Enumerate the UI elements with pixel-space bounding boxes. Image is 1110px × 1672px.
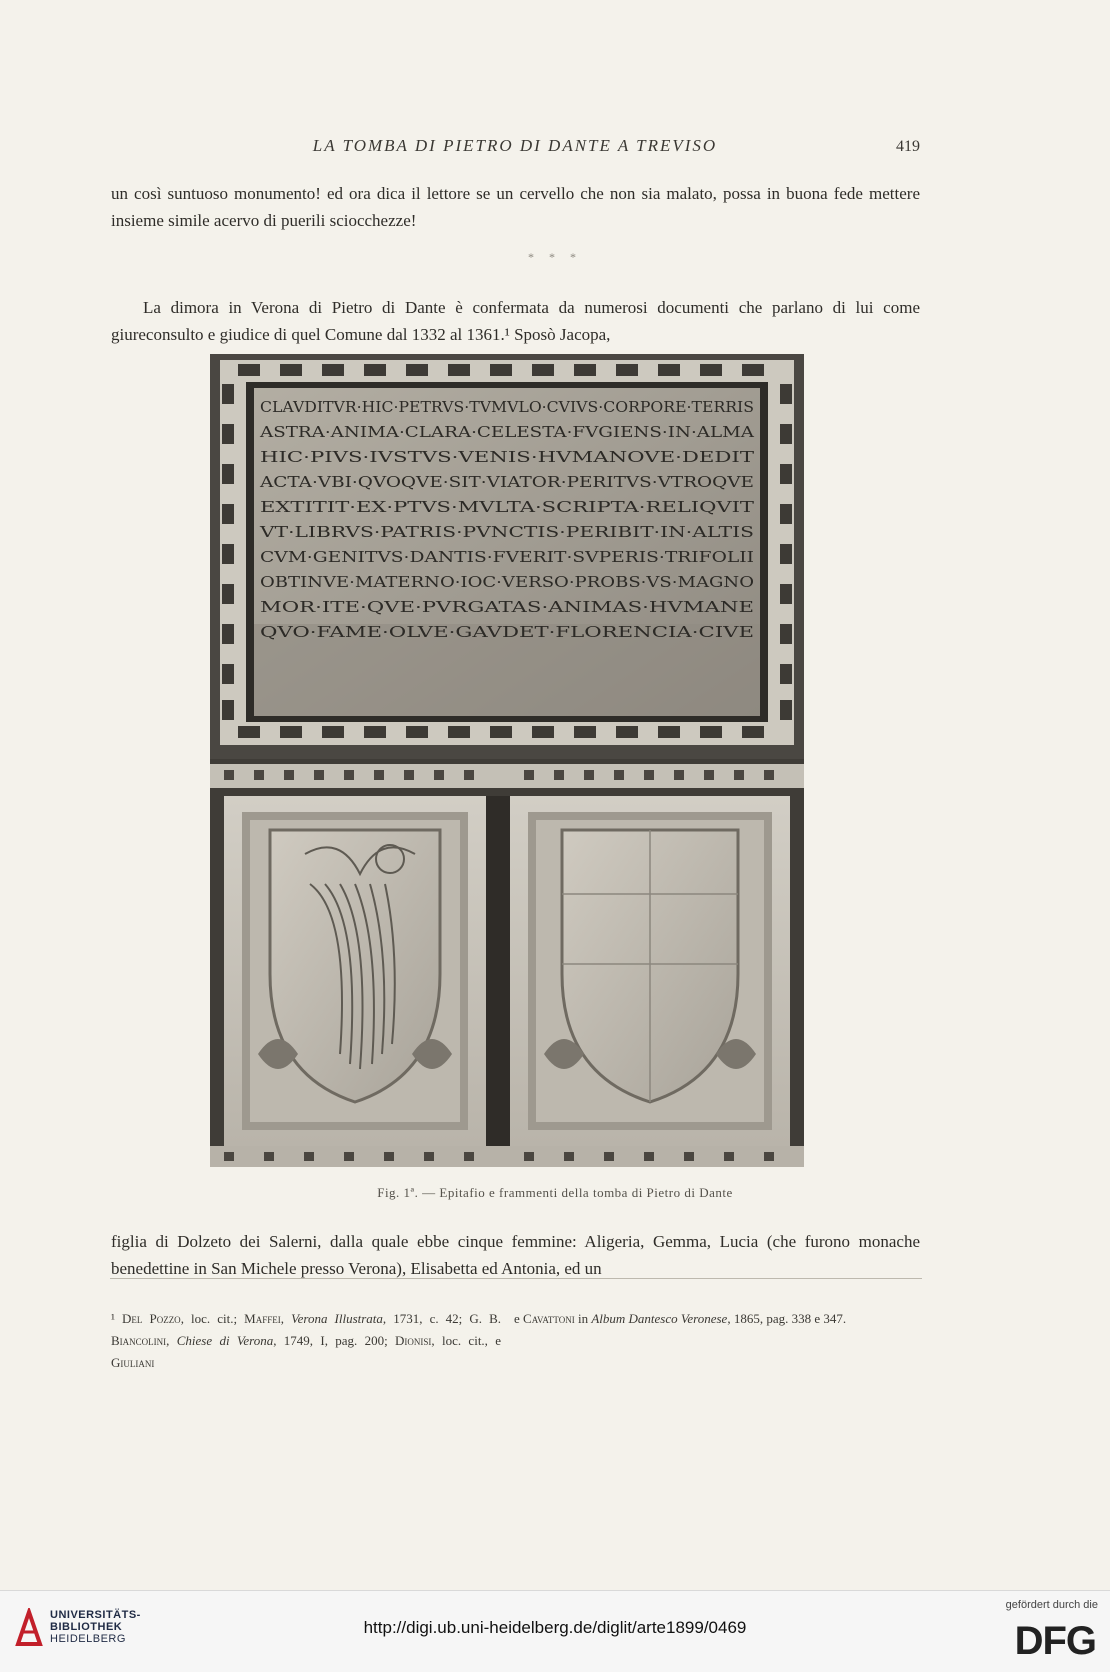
library-name-line-3: HEIDELBERG [50,1633,126,1645]
running-title: LA TOMBA DI PIETRO DI DANTE A TREVISO [312,136,718,155]
running-head [110,136,920,166]
footnote-marker: ¹ [111,1311,115,1326]
inscription-line: ACTA·VBI·QVOQVE·SIT·VIATOR·PERITVS·VTROQVE [258,473,754,491]
library-name-line-2: BIBLIOTHEK [50,1621,123,1633]
page-number: 419 [896,138,920,155]
inscription-line: MOR·ITE·QVE·PVRGATAS·ANIMAS·HVMANE [260,598,754,616]
sponsor-label: gefördert durch die [1005,1599,1098,1611]
footnote-title: Album Dantesco Veronese [591,1311,728,1326]
inscription-line: QVO·FAME·OLVE·GAVDET·FLORENCIA·CIVE [260,623,754,641]
footnote-author: Maffei [244,1311,281,1326]
tomb-photograph [210,354,804,1167]
footnote-author: Dionisi [395,1333,432,1348]
footnote-text: , 1731, c. 42; G. B. [382,1311,502,1326]
dentil-border-right [780,384,792,720]
footnote-text: , loc. cit., e [431,1333,502,1348]
inscription-line: CVM·GENITVS·DANTIS·FVERIT·SVPERIS·TRIFOLII [260,548,755,566]
body-paragraph-2: La dimora in Verona di Pietro di Dante è confermata da numerosi documenti che parlano di lui come giureconsulto e giudice di quel Comune dal 1332 al 1361.¹ Sposò Jacopa, [111,298,920,344]
footnote-text: , [166,1333,177,1348]
footnote-text: in [574,1311,592,1326]
footnote-column-right [514,1308,923,1330]
footnote-title: Verona Illustrata [291,1311,383,1326]
inscription-line: HIC·PIVS·IVSTVS·VENIS·HVMANOVE·DEDIT [260,448,754,466]
eagle-shield [270,830,440,1102]
inscription-line: OBTINVE·MATERNO·IOC·VERSO·PROBS·VS·MAGNO [260,573,754,591]
right-panel [510,796,790,1146]
sarcophagus-cornice [210,764,804,788]
footnote-text: e [514,1311,524,1326]
inscription-line: VT·LIBRVS·PATRIS·PVNCTIS·PERIBIT·IN·ALTIS [258,523,754,541]
permalink-url[interactable]: http://digi.ub.uni-heidelberg.de/diglit/arte1899/0469 [363,1618,747,1637]
footnote-author: Biancolini [111,1333,167,1348]
left-panel [224,796,486,1146]
footnote-author: Giuliani [111,1355,155,1370]
dentil-border-left [222,384,234,720]
section-separator: * * * [528,250,582,264]
footnote-text: , 1865, pag. 338 e 347. [727,1311,847,1326]
body-paragraph-3: figlia di Dolzeto dei Salerni, dalla quale ebbe cinque femmine: Aligeria, Gemma, Lucia (che furono monache benedettine in San Michele presso Verona), Elisabetta ed Antonia, ed un [111,1232,920,1278]
footnote-author: Del Pozzo [122,1311,181,1326]
footnote-text: , [280,1311,292,1326]
footnote-rule [110,1278,922,1279]
footnote-text: , loc. cit.; [180,1311,245,1326]
footnote-column-left [111,1308,501,1374]
viewer-footer [0,1590,1110,1672]
body-paragraph-1: un così suntuoso monumento! ed ora dica il lettore se un cervello che non sia malato, possa in buona fede mettere insieme simile acervo di puerili sciocchezze! [111,184,920,230]
inscription-line: ASTRA·ANIMA·CLARA·CELESTA·FVGIENS·IN·ALMA [258,423,755,441]
tomb-illustration [210,354,804,1167]
figure-caption: Fig. 1ª. — Epitafio e frammenti della tomba di Pietro di Dante [377,1185,733,1200]
footnote-text: , 1749, I, pag. 200; [273,1333,396,1348]
footnote-author: Cavattoni [523,1311,575,1326]
library-name-line-1: UNIVERSITÄTS- [50,1609,141,1621]
inscription-line: CLAVDITVR·HIC·PETRVS·TVMVLO·CVIVS·CORPORE·TERRIS [260,398,754,416]
inscription-line: EXTITIT·EX·PTVS·MVLTA·SCRIPTA·RELIQVIT [260,498,754,516]
footnote-title: Chiese di Verona [176,1333,274,1348]
dfg-logo[interactable]: DFG [1014,1619,1096,1663]
